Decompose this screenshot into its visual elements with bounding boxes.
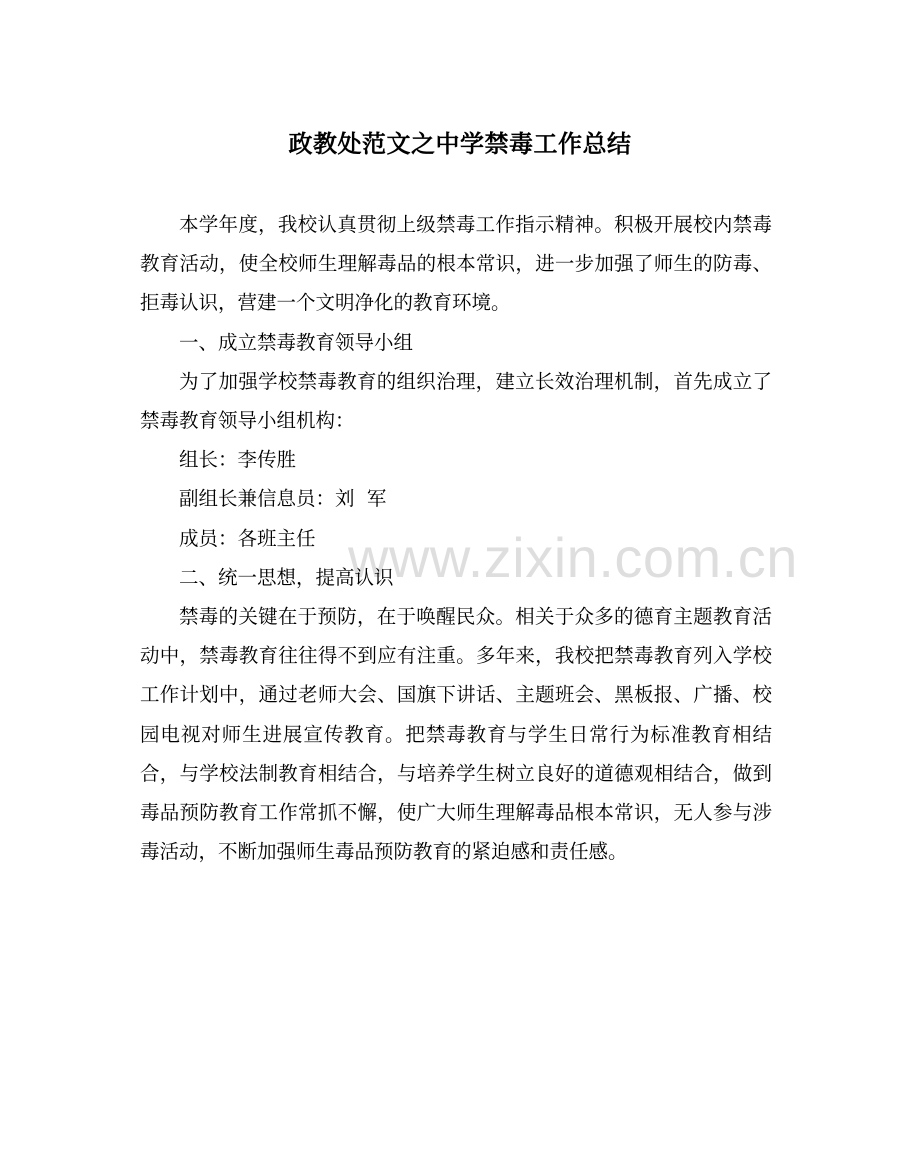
document-body bbox=[140, 205, 772, 871]
document-title: 政教处范文之中学禁毒工作总结 bbox=[288, 129, 632, 158]
member-deputy: 副组长兼信息员：刘 军 bbox=[179, 487, 387, 511]
member-members: 成员：各班主任 bbox=[179, 526, 316, 550]
member-leader: 组长：李传胜 bbox=[179, 448, 297, 472]
paragraph-organization: 为了加强学校禁毒教育的组织治理，建立长效治理机制，首先成立了禁毒教育领导小组机构： bbox=[140, 369, 772, 433]
section-heading-2: 二、统一思想，提高认识 bbox=[179, 565, 394, 589]
paragraph-intro: 本学年度，我校认真贯彻上级禁毒工作指示精神。积极开展校内禁毒教育活动，使全校师生理解毒品的根本常识，进一步加强了师生的防毒、拒毒认识，营建一个文明净化的教育环境。 bbox=[140, 213, 772, 315]
section-heading-1: 一、成立禁毒教育领导小组 bbox=[179, 330, 414, 354]
paragraph-prevention: 禁毒的关键在于预防，在于唤醒民众。相关于众多的德育主题教育活动中，禁毒教育往往得不到应有注重。多年来，我校把禁毒教育列入学校工作计划中，通过老师大会、国旗下讲话、主题班会、黑板报、广播、校园电视对师生进展宣传教育。把禁毒教育与学生日常行为标准教育相结合，与学校法制教育相结合，与培养学生树立良好的道德观相结合，做到毒品预防教育工作常抓不懈，使广大师生理解毒品根本常识，无人参与涉毒活动，不断加强师生毒品预防教育的紧迫感和责任感。 bbox=[140, 605, 772, 864]
watermark: www.zixin.com.cn bbox=[348, 526, 798, 589]
